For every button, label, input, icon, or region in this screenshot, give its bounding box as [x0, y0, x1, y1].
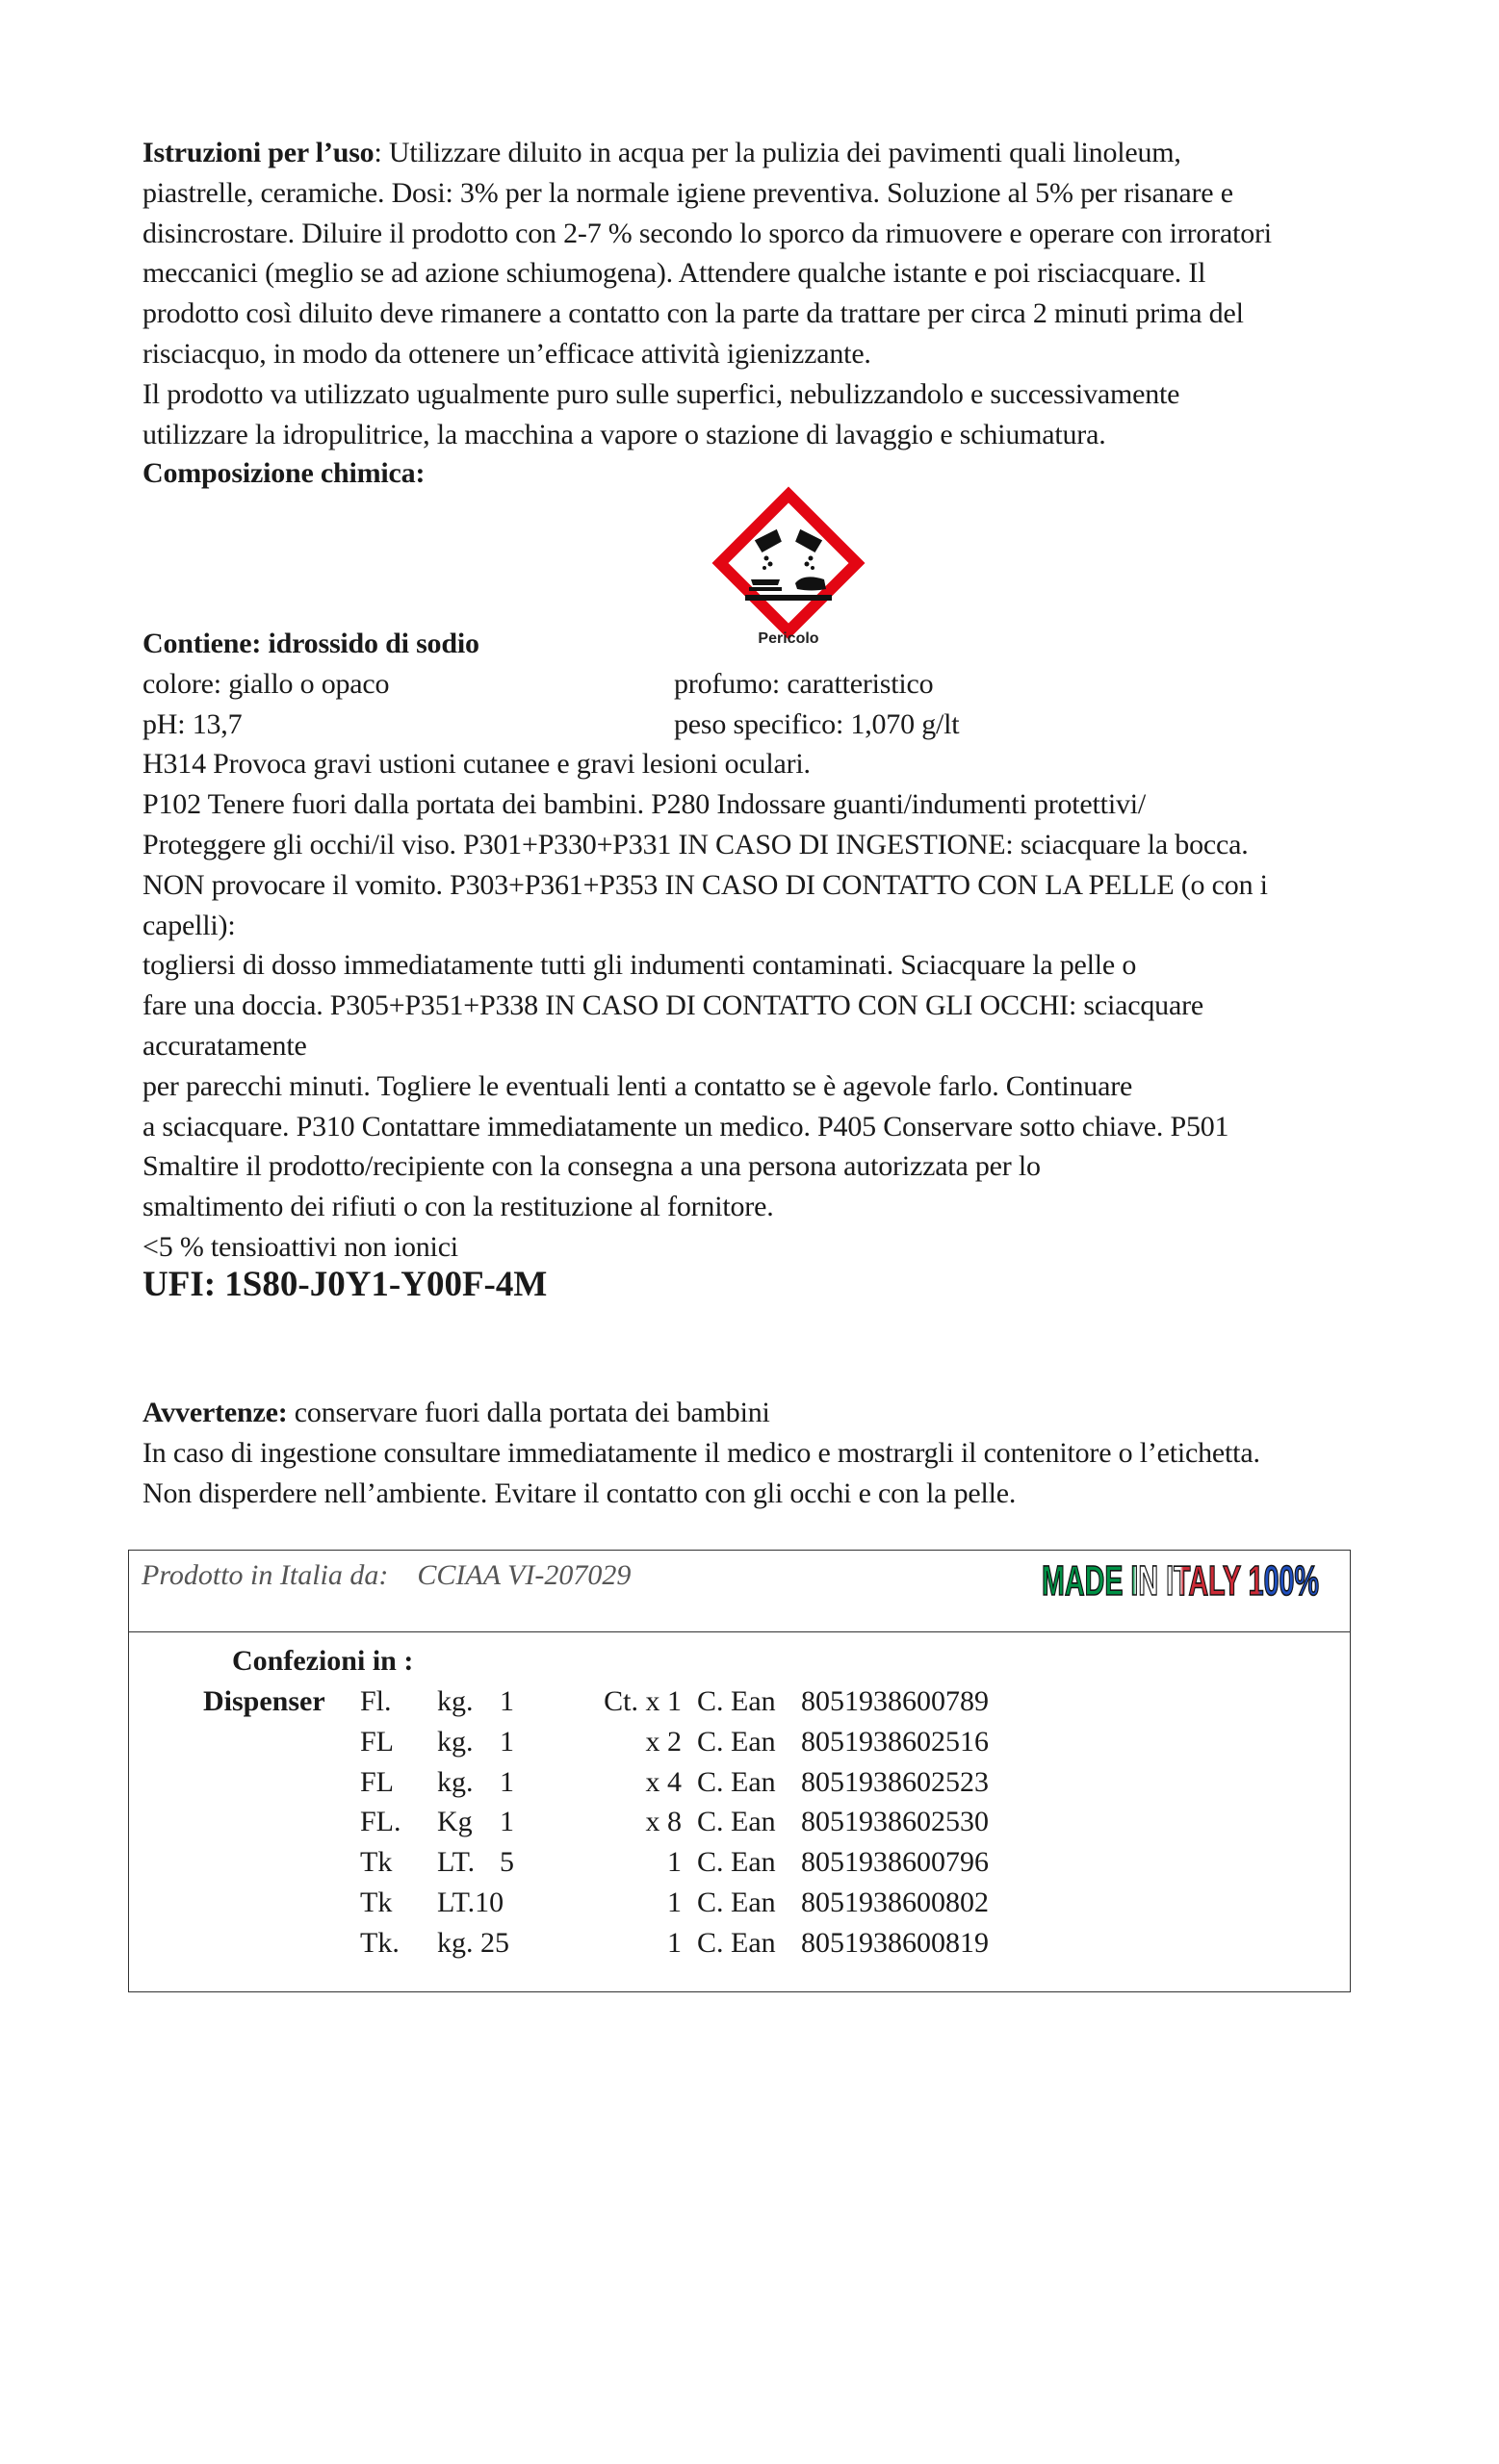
packaging-type: Fl.: [360, 1685, 392, 1717]
packaging-qty: 1: [500, 1806, 514, 1838]
producer-label: Prodotto in Italia da:: [142, 1559, 389, 1591]
packaging-pack: 1: [667, 1846, 682, 1879]
svg-text:MADE IN ITALY 100%: MADE IN ITALY 100%: [1042, 1557, 1319, 1604]
packaging-qty: 1: [500, 1725, 514, 1758]
hazard-line: NON provocare il vomito. P303+P361+P353 IN CASO DI CONTATTO CON LA PELLE (o con i: [142, 868, 1268, 901]
ufi-code: UFI: 1S80-J0Y1-Y00F-4M: [142, 1265, 548, 1304]
hazard-line: togliersi di dosso immediatamente tutti gli indumenti contaminati. Sciacquare la pelle o: [142, 949, 1137, 982]
packaging-type: FL.: [360, 1806, 401, 1838]
signal-word: Pericolo: [758, 630, 819, 647]
packaging-type: Tk.: [360, 1926, 400, 1959]
corrosive-ghs-icon: [716, 491, 861, 635]
packaging-unit: Kg: [437, 1806, 473, 1838]
packaging-pack: x 2: [645, 1725, 682, 1758]
packaging-ean-label: C. Ean: [697, 1765, 776, 1798]
packaging-ean-label: C. Ean: [697, 1926, 776, 1959]
producer-code: CCIAA VI-207029: [417, 1559, 632, 1591]
producer-line: [142, 1559, 631, 1592]
composition-title: Composizione chimica:: [142, 457, 426, 489]
producer-header: [129, 1551, 1350, 1632]
hazard-line: H314 Provoca gravi ustioni cutanee e gravi lesioni oculari.: [142, 748, 811, 781]
instructions-line: Il prodotto va utilizzato ugualmente puro sulle superfici, nebulizzandolo e successivamente: [142, 377, 1180, 410]
instructions-line: risciacquo, in modo da ottenere un’efficace attività igienizzante.: [142, 337, 871, 370]
instructions-line: disincrostare. Diluire il prodotto con 2-7 % secondo lo sporco da rimuovere e operare con irroratori: [142, 217, 1272, 249]
hazard-line: fare una doccia. P305+P351+P338 IN CASO DI CONTATTO CON GLI OCCHI: sciacquare: [142, 989, 1203, 1022]
packaging-unit: LT.: [437, 1846, 476, 1879]
packaging-qty: 1: [500, 1685, 514, 1717]
packaging-unit: kg.: [437, 1685, 474, 1717]
packaging-type: FL: [360, 1725, 395, 1758]
packaging-ean-label: C. Ean: [697, 1685, 776, 1717]
hazard-line: Proteggere gli occhi/il viso. P301+P330+P331 IN CASO DI INGESTIONE: sciacquare la bocca.: [142, 828, 1249, 860]
packaging-unit: kg.: [437, 1725, 474, 1758]
packaging-ean: 8051938600796: [801, 1846, 989, 1879]
hazard-line: P102 Tenere fuori dalla portata dei bambini. P280 Indossare guanti/indumenti protettivi/: [142, 788, 1147, 821]
hazard-line: smaltimento dei rifiuti o con la restituzione al fornitore.: [142, 1191, 774, 1223]
hazard-line: a sciacquare. P310 Contattare immediatamente un medico. P405 Conservare sotto chiave. P501: [142, 1110, 1229, 1142]
properties-row: [142, 664, 1268, 705]
packaging-pack: x 4: [645, 1765, 682, 1798]
packaging-unit: LT.10: [437, 1886, 504, 1918]
packaging-qty: 1: [500, 1765, 514, 1798]
instructions-line: meccanici (meglio se ad azione schiumogena). Attendere qualche istante e poi risciacquare. Il: [142, 257, 1206, 290]
hazard-line: Smaltire il prodotto/recipiente con la consegna a una persona autorizzata per lo: [142, 1150, 1041, 1183]
color-property: colore: giallo o opaco: [142, 667, 390, 700]
instructions-line: Istruzioni per l’uso: Utilizzare diluito in acqua per la pulizia dei pavimenti quali linoleum,: [142, 137, 1181, 168]
specific-weight-property: peso specifico: 1,070 g/lt: [674, 707, 960, 740]
ph-property: pH: 13,7: [142, 707, 243, 740]
packaging-unit: kg.: [437, 1765, 474, 1798]
packaging-qty: 5: [500, 1846, 514, 1879]
instructions-line: utilizzare la idropulitrice, la macchina a vapore o stazione di lavaggio e schiumatura.: [142, 418, 1106, 450]
instructions-line: piastrelle, ceramiche. Dosi: 3% per la normale igiene preventiva. Soluzione al 5% per risanare e: [142, 176, 1233, 209]
made-in-italy-logo: [1042, 1553, 1321, 1606]
instructions-section: [142, 133, 1272, 454]
hazard-line: <5 % tensioattivi non ionici: [142, 1230, 458, 1263]
packaging-type: Tk: [360, 1886, 393, 1918]
instructions-label: Istruzioni per l’uso: [142, 137, 375, 168]
warnings-line: In caso di ingestione consultare immediatamente il medico e mostrargli il contenitore o l’etichetta.: [142, 1436, 1260, 1469]
packaging-group: Dispenser: [203, 1685, 325, 1717]
warnings-label: Avvertenze:: [142, 1397, 288, 1428]
chemistry-section: [142, 624, 1268, 1268]
hazard-line: per parecchi minuti. Togliere le eventuali lenti a contatto se è agevole farlo. Continuare: [142, 1069, 1133, 1102]
contains-label: Contiene: [142, 628, 252, 659]
packaging-ean: 8051938600802: [801, 1886, 989, 1918]
packaging-box: [128, 1550, 1351, 1992]
packaging-pack: Ct. x 1: [604, 1685, 682, 1717]
hazard-line: capelli):: [142, 909, 236, 941]
packaging-title: Confezioni in :: [232, 1645, 414, 1677]
packaging-pack: 1: [667, 1886, 682, 1918]
properties-row: [142, 705, 1268, 745]
warnings-section: [142, 1393, 1260, 1513]
packaging-unit: kg. 25: [437, 1926, 509, 1959]
warnings-line: Non disperdere nell’ambiente. Evitare il contatto con gli occhi e con la pelle.: [142, 1476, 1017, 1509]
packaging-ean-label: C. Ean: [697, 1806, 776, 1838]
packaging-ean-label: C. Ean: [697, 1725, 776, 1758]
packaging-ean: 8051938602530: [801, 1806, 989, 1838]
packaging-ean-label: C. Ean: [697, 1846, 776, 1879]
packaging-ean: 8051938600789: [801, 1685, 989, 1717]
instructions-line: prodotto così diluito deve rimanere a contatto con la parte da trattare per circa 2 minuti prima del: [142, 297, 1244, 330]
contains-value: : idrossido di sodio: [251, 628, 479, 659]
packaging-ean: 8051938600819: [801, 1926, 989, 1959]
packaging-pack: 1: [667, 1926, 682, 1959]
packaging-type: Tk: [360, 1846, 393, 1879]
hazard-line: accuratamente: [142, 1029, 307, 1062]
packaging-type: FL: [360, 1765, 395, 1798]
perfume-property: profumo: caratteristico: [674, 667, 934, 700]
contains-line: [142, 624, 1268, 664]
warnings-line: Avvertenze: conservare fuori dalla portata dei bambini: [142, 1397, 770, 1428]
packaging-ean: 8051938602516: [801, 1725, 989, 1758]
packaging-ean: 8051938602523: [801, 1765, 989, 1798]
packaging-pack: x 8: [645, 1806, 682, 1838]
packaging-ean-label: C. Ean: [697, 1886, 776, 1918]
